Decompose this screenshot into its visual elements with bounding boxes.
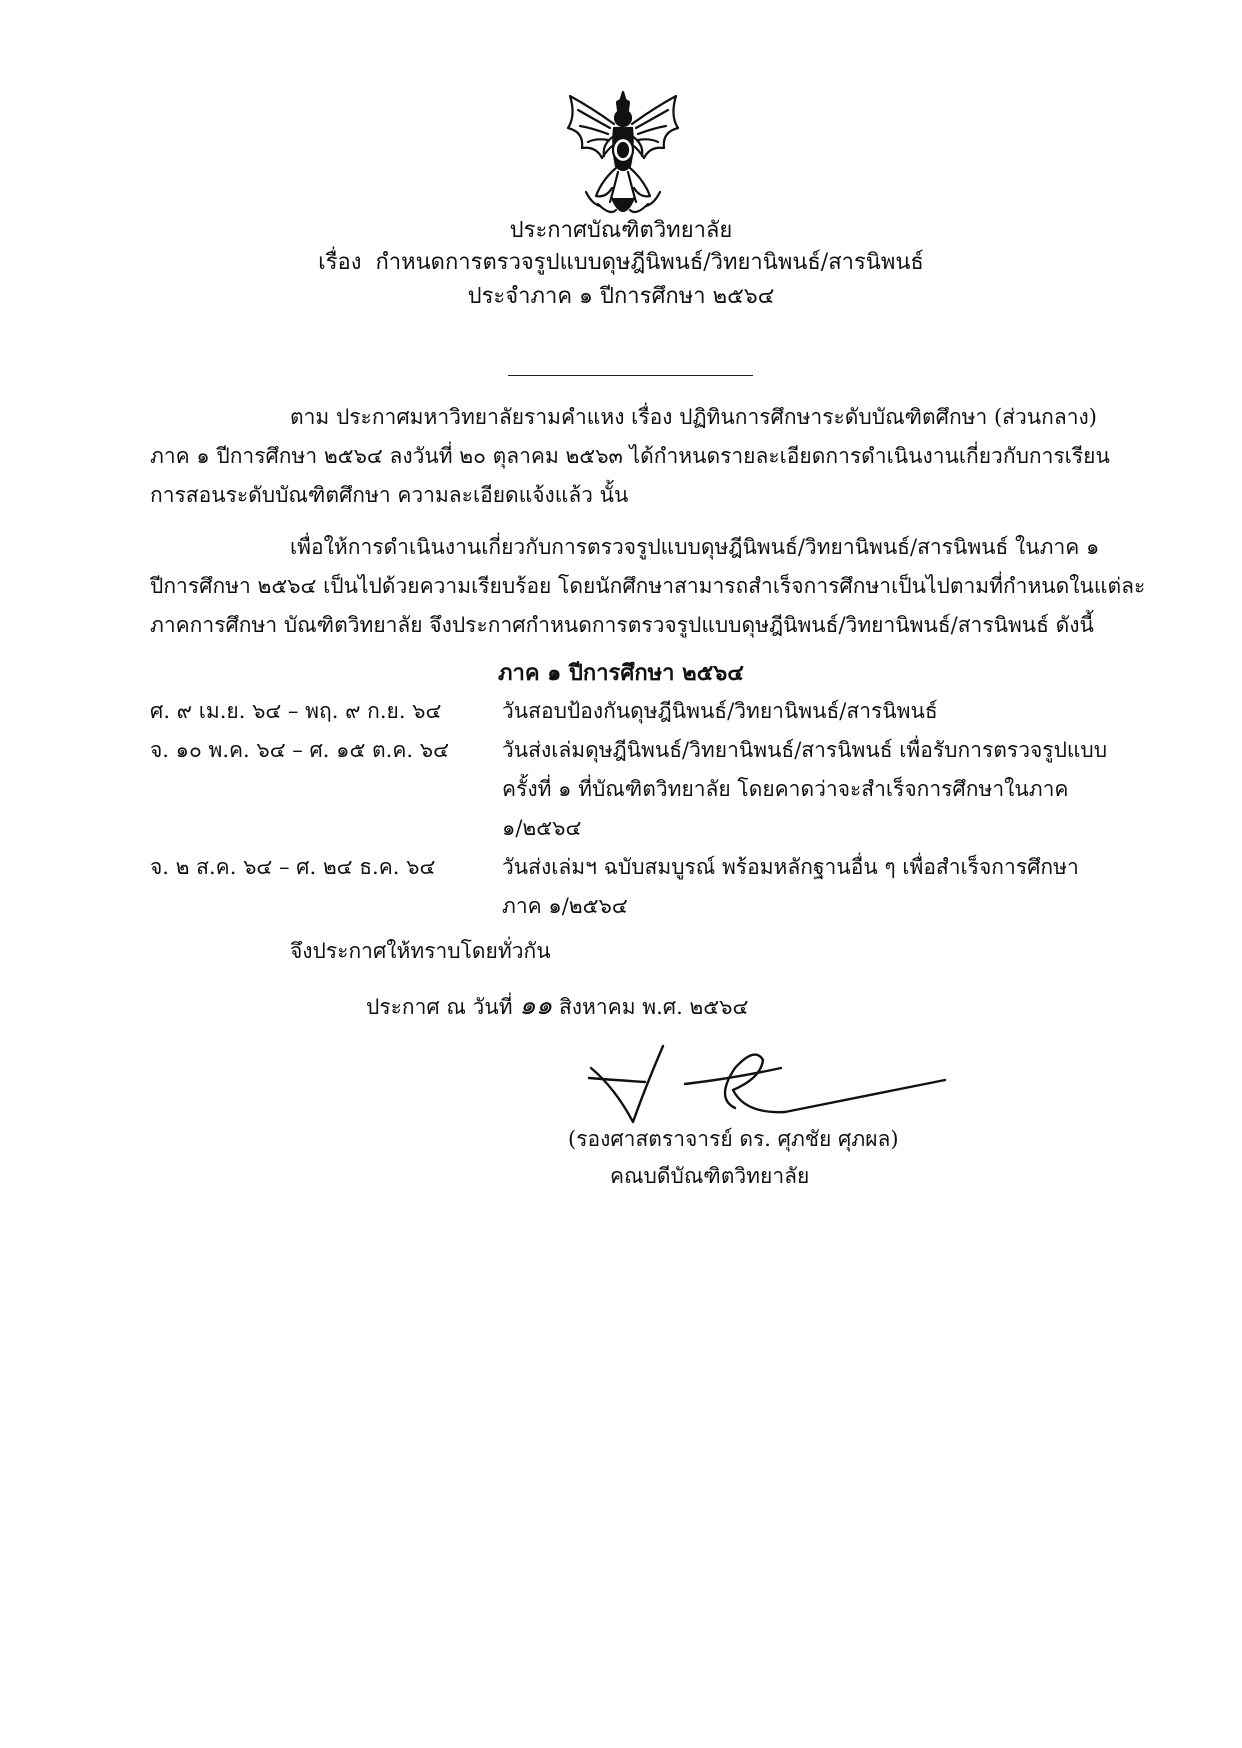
garuda-emblem-icon (562, 88, 684, 228)
paragraph-line: ตาม ประกาศมหาวิทยาลัยรามคำแหง เรื่อง ปฏิทินการศึกษาระดับบัณฑิตศึกษา (ส่วนกลาง) (290, 405, 1097, 429)
announcement-date (366, 985, 748, 1026)
signatory-name: (รองศาสตราจารย์ ดร. ศุภชัย ศุภผล) (568, 1127, 899, 1151)
paragraph-line: เพื่อให้การดำเนินงานเกี่ยวกับการตรวจรูปแบบดุษฎีนิพนธ์/วิทยานิพนธ์/สารนิพนธ์ ในภาค ๑ (290, 535, 1100, 559)
schedule-desc-line: วันส่งเล่มฯ ฉบับสมบูรณ์ พร้อมหลักฐานอื่น ๆ เพื่อสำเร็จการศึกษา (502, 855, 1079, 879)
schedule-desc (502, 848, 1122, 926)
schedule-desc (502, 731, 1122, 848)
date-suffix: สิงหาคม พ.ศ. ๒๕๖๔ (558, 995, 749, 1019)
schedule-title: ภาค ๑ ปีการศึกษา ๒๕๖๔ (498, 660, 744, 686)
schedule-desc-line: วันสอบป้องกันดุษฎีนิพนธ์/วิทยานิพนธ์/สารนิพนธ์ (502, 699, 938, 723)
schedule-desc-line: ๑/๒๕๖๔ (502, 816, 582, 840)
schedule-desc-line: ครั้งที่ ๑ ที่บัณฑิตวิทยาลัย โดยคาดว่าจะสำเร็จการศึกษาในภาค (502, 777, 1069, 801)
announcement-subject (0, 247, 1242, 279)
closing-text: จึงประกาศให้ทราบโดยทั่วกัน (290, 939, 551, 963)
subject-text: กำหนดการตรวจรูปแบบดุษฎีนิพนธ์/วิทยานิพนธ์/สารนิพนธ์ (375, 250, 924, 275)
subject-prefix: เรื่อง (318, 250, 362, 275)
paragraph-line: ภาค ๑ ปีการศึกษา ๒๕๖๔ ลงวันที่ ๒๐ ตุลาคม ๒๕๖๓ ได้กำหนดรายละเอียดการดำเนินงานเกี่ยวกับการเรียน (150, 444, 1110, 468)
date-prefix: ประกาศ ณ วันที่ (366, 995, 513, 1019)
schedule-date: จ. ๒ ส.ค. ๖๔ – ศ. ๒๔ ธ.ค. ๖๔ (150, 855, 436, 879)
paragraph-line: ปีการศึกษา ๒๕๖๔ เป็นไปด้วยความเรียบร้อย โดยนักศึกษาสามารถสำเร็จการศึกษาเป็นไปตามที่กำหนดในแต่ละ (150, 574, 1146, 598)
header-divider (508, 375, 753, 376)
schedule-date: ศ. ๙ เม.ย. ๖๔ – พฤ. ๙ ก.ย. ๖๔ (150, 699, 442, 723)
paragraph-line: การสอนระดับบัณฑิตศึกษา ความละเอียดแจ้งแล้ว นั้น (150, 483, 629, 507)
signatory-title: คณบดีบัณฑิตวิทยาลัย (610, 1164, 810, 1188)
schedule-desc (502, 692, 1122, 731)
announcement-term: ประจำภาค ๑ ปีการศึกษา ๒๕๖๔ (467, 284, 775, 309)
paragraph-2 (150, 528, 1146, 645)
announcement-org: ประกาศบัณฑิตวิทยาลัย (509, 218, 733, 243)
schedule-date: จ. ๑๐ พ.ค. ๖๔ – ศ. ๑๕ ต.ค. ๖๔ (150, 738, 449, 762)
paragraph-1 (150, 398, 1110, 515)
date-day: ๑๑ (519, 991, 553, 1021)
schedule-desc-line: ภาค ๑/๒๕๖๔ (502, 894, 628, 918)
schedule-desc-line: วันส่งเล่มดุษฎีนิพนธ์/วิทยานิพนธ์/สารนิพนธ์ เพื่อรับการตรวจรูปแบบ (502, 738, 1108, 762)
paragraph-line: ภาคการศึกษา บัณฑิตวิทยาลัย จึงประกาศกำหนดการตรวจรูปแบบดุษฎีนิพนธ์/วิทยานิพนธ์/สารนิพนธ์ ดังนี้ (150, 613, 1094, 637)
